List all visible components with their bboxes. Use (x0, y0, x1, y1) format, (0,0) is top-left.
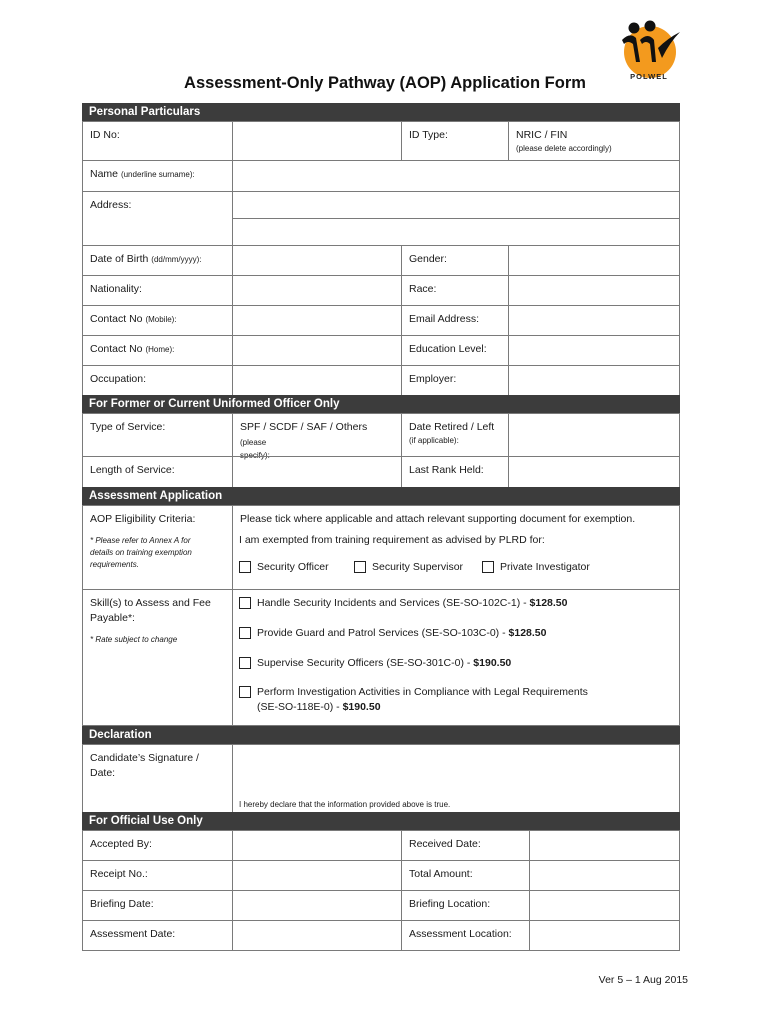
checkbox-security-supervisor[interactable] (354, 561, 366, 573)
last-rank-field[interactable] (508, 456, 680, 488)
option-security-supervisor-label: Security Supervisor (372, 561, 464, 573)
race-field[interactable] (508, 275, 680, 306)
dob-hint: (dd/mm/yyyy): (151, 255, 202, 264)
section-personal-particulars: Personal Particulars (82, 103, 680, 121)
type-of-service-field[interactable] (232, 413, 402, 461)
please-delete-hint: (please delete accordingly) (516, 144, 612, 154)
checkbox-security-officer[interactable] (239, 561, 251, 573)
skill-fee: $190.50 (342, 701, 381, 713)
race-label: Race: (401, 275, 509, 306)
briefing-date-label: Briefing Date: (82, 890, 233, 921)
declaration-statement: I hereby declare that the information provided above is true. (239, 800, 451, 809)
section-official-use: For Official Use Only (82, 812, 680, 830)
polwel-logo (614, 18, 684, 80)
services-hint: (please (240, 438, 267, 448)
length-of-service-label: Length of Service: (82, 456, 233, 488)
assessment-location-label: Assessment Location: (401, 920, 530, 951)
skill-fee: $128.50 (529, 597, 568, 609)
skill-item-investigation[interactable] (239, 686, 588, 698)
mobile-hint: (Mobile): (145, 315, 177, 324)
checkbox-skill-handle-security[interactable] (239, 597, 251, 609)
signature-label-line1: Candidate’s Signature / (90, 752, 199, 764)
occupation-field[interactable] (232, 365, 402, 396)
signature-label-line2: Date: (90, 767, 116, 780)
receipt-no-field[interactable] (232, 860, 402, 891)
annex-note-line3: requirements. (90, 560, 139, 570)
option-security-officer-label: Security Officer (257, 561, 329, 573)
name-label-text: Name (90, 168, 119, 180)
skill-name: Perform Investigation Activities in Compliance with Legal Requirements (257, 686, 588, 698)
contact-mobile-field[interactable] (232, 305, 402, 336)
date-retired-label (401, 413, 509, 457)
skill-item-handle-security[interactable] (239, 597, 568, 609)
id-type-label: ID Type: (401, 121, 509, 161)
assessment-date-label: Assessment Date: (82, 920, 233, 951)
annex-note-line2: details on training exemption (90, 548, 192, 558)
id-type-field[interactable] (508, 121, 680, 161)
total-amount-label: Total Amount: (401, 860, 530, 891)
nric-fin-option: NRIC / FIN (516, 129, 568, 141)
name-hint: (underline surname): (120, 170, 195, 179)
eligibility-cell (232, 505, 680, 590)
gender-field[interactable] (508, 245, 680, 276)
checkbox-skill-investigation[interactable] (239, 686, 251, 698)
skill-name: Supervise Security Officers (SE-SO-301C-0) - (257, 657, 474, 669)
rate-note: * Rate subject to change (90, 635, 178, 645)
skills-label-line1: Skill(s) to Assess and Fee (90, 597, 211, 609)
skill-name: Handle Security Incidents and Services (SE-SO-102C-1) - (257, 597, 530, 609)
section-uniformed-officer: For Former or Current Uniformed Officer Only (82, 395, 680, 413)
id-no-label: ID No: (82, 121, 233, 161)
contact-home-label (82, 335, 233, 366)
received-date-field[interactable] (529, 830, 680, 861)
option-security-officer[interactable] (239, 561, 329, 573)
name-label (82, 160, 233, 192)
skill-name: Provide Guard and Patrol Services (SE-SO-103C-0) - (257, 627, 509, 639)
contact-mobile-text: Contact No (90, 313, 143, 325)
contact-mobile-label (82, 305, 233, 336)
form-title: Assessment-Only Pathway (AOP) Application Form (184, 74, 586, 92)
employer-label: Employer: (401, 365, 509, 396)
logo-text: POLWEL (630, 72, 668, 81)
education-label: Education Level: (401, 335, 509, 366)
option-private-investigator-label: Private Investigator (500, 561, 590, 573)
address-field-line2[interactable] (232, 218, 680, 246)
version-footer: Ver 5 – 1 Aug 2015 (598, 974, 688, 986)
address-field-line1[interactable] (232, 191, 680, 219)
checkbox-private-investigator[interactable] (482, 561, 494, 573)
skills-label-line2: Payable*: (90, 612, 135, 625)
skill-item-investigation-line2 (257, 701, 381, 713)
id-no-field[interactable] (232, 121, 402, 161)
contact-home-field[interactable] (232, 335, 402, 366)
education-field[interactable] (508, 335, 680, 366)
date-retired-text: Date Retired / Left (409, 421, 495, 433)
home-hint: (Home): (145, 345, 175, 354)
annex-note-line1: * Please refer to Annex A for (90, 536, 191, 546)
total-amount-field[interactable] (529, 860, 680, 891)
skill-fee: $190.50 (473, 657, 512, 669)
name-field[interactable] (232, 160, 680, 192)
dob-label (82, 245, 233, 276)
section-declaration: Declaration (82, 726, 680, 744)
if-applicable-hint: (if applicable): (409, 436, 459, 446)
skill-fee: $128.50 (508, 627, 547, 639)
skill-name-line2: (SE-SO-118E-0) - (257, 701, 343, 713)
email-field[interactable] (508, 305, 680, 336)
dob-label-text: Date of Birth (90, 253, 149, 265)
exempted-text: I am exempted from training requirement as advised by PLRD for: (239, 534, 545, 546)
length-of-service-field[interactable] (232, 456, 402, 488)
option-security-supervisor[interactable] (354, 561, 463, 573)
address-label: Address: (82, 191, 233, 246)
type-of-service-label: Type of Service: (82, 413, 233, 457)
tick-instruction: Please tick where applicable and attach relevant supporting document for exemption. (240, 513, 636, 525)
accepted-by-label: Accepted By: (82, 830, 233, 861)
annex-note (90, 535, 225, 571)
assessment-location-field[interactable] (529, 920, 680, 951)
nationality-label: Nationality: (82, 275, 233, 306)
section-assessment-application: Assessment Application (82, 487, 680, 505)
briefing-location-field[interactable] (529, 890, 680, 921)
accepted-by-field[interactable] (232, 830, 402, 861)
eligibility-label-cell (82, 505, 233, 590)
nationality-field[interactable] (232, 275, 402, 306)
receipt-no-label: Receipt No.: (82, 860, 233, 891)
briefing-location-label: Briefing Location: (401, 890, 530, 921)
employer-field[interactable] (508, 365, 680, 396)
assessment-date-field[interactable] (232, 920, 402, 951)
signature-label-cell (82, 744, 233, 813)
skill-item-guard-patrol[interactable] (239, 627, 546, 639)
contact-home-text: Contact No (90, 343, 143, 355)
specify-hint: specify): (240, 451, 270, 461)
option-private-investigator[interactable] (482, 561, 590, 573)
checkbox-skill-supervise-officers[interactable] (239, 657, 251, 669)
email-label: Email Address: (401, 305, 509, 336)
gender-label: Gender: (401, 245, 509, 276)
skills-label-cell (82, 589, 233, 726)
skill-item-supervise-officers[interactable] (239, 657, 511, 669)
last-rank-label: Last Rank Held: (401, 456, 509, 488)
received-date-label: Received Date: (401, 830, 530, 861)
occupation-label: Occupation: (82, 365, 233, 396)
eligibility-label: AOP Eligibility Criteria: (90, 513, 196, 525)
services-options: SPF / SCDF / SAF / Others (240, 421, 368, 433)
dob-field[interactable] (232, 245, 402, 276)
checkbox-skill-guard-patrol[interactable] (239, 627, 251, 639)
briefing-date-field[interactable] (232, 890, 402, 921)
date-retired-field[interactable] (508, 413, 680, 457)
